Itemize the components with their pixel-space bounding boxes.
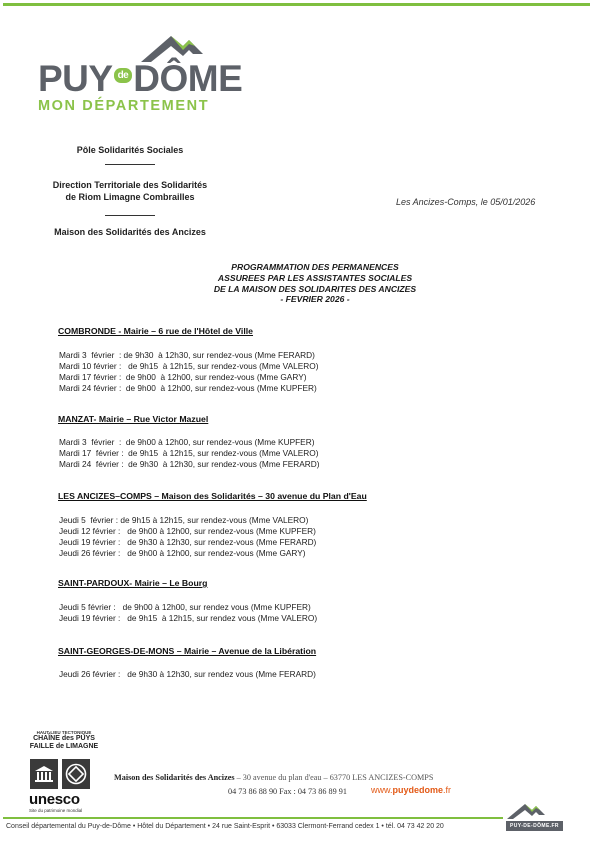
footer-phone: 04 73 86 88 90 Fax : 04 73 86 89 91 xyxy=(228,787,347,796)
footer-address-street: – 30 avenue du plan d'eau – 63770 LES ANCIZES-COMPS xyxy=(234,773,434,782)
unesco-caption: Site du patrimoine mondial xyxy=(29,808,83,813)
schedule-entry: Mardi 24 février : de 9h00 à 12h00, sur rendez-vous (Mme KUPFER) xyxy=(59,383,317,393)
schedule-entry: Mardi 17 février : de 9h15 à 12h15, sur rendez-vous (Mme VALERO) xyxy=(59,448,319,458)
url-suffix: .fr xyxy=(443,785,452,795)
footer-website-link[interactable] xyxy=(371,785,451,795)
schedule-entry: Jeudi 19 février : de 9h30 à 12h30, sur rendez-vous (Mme FERARD) xyxy=(59,537,317,547)
document-date: Les Ancizes-Comps, le 05/01/2026 xyxy=(396,197,536,207)
logo-de: de xyxy=(114,68,133,83)
temple-icon xyxy=(30,759,58,789)
url-prefix: www. xyxy=(371,785,393,795)
document-title xyxy=(160,262,470,305)
maison-label: Maison des Solidarités des Ancizes xyxy=(54,227,206,237)
unesco-chaine-label: CHAÎNE des PUYS xyxy=(33,735,95,742)
small-mountain-logo-icon xyxy=(507,801,555,819)
footer-address xyxy=(114,773,433,782)
schedule-entry: Jeudi 12 février : de 9h00 à 12h00, sur rendez-vous (Mme KUPFER) xyxy=(59,526,316,536)
footer-badge: PUY-DE-DÔME.FR xyxy=(506,821,563,831)
logo-wordmark xyxy=(38,60,242,97)
section-heading-combronde: COMBRONDE - Mairie – 6 rue de l'Hôtel de Ville xyxy=(58,326,254,336)
divider xyxy=(105,215,155,216)
divider xyxy=(105,164,155,165)
schedule-entry: Mardi 3 février : de 9h30 à 12h30, sur rendez-vous (Mme FERARD) xyxy=(59,350,315,360)
unesco-wordmark: unesco xyxy=(29,791,80,808)
unesco-emblems xyxy=(30,759,100,789)
direction-line-1: Direction Territoriale des Solidarités xyxy=(52,180,208,190)
direction-label xyxy=(30,179,230,203)
section-heading-saint-georges: SAINT-GEORGES-DE-MONS – Mairie – Avenue de la Libération xyxy=(58,646,317,656)
schedule-entry: Jeudi 5 février : de 9h15 à 12h15, sur rendez-vous (Mme VALERO) xyxy=(59,515,309,525)
schedule-entry: Mardi 24 février : de 9h30 à 12h30, sur rendez-vous (Mme FERARD) xyxy=(59,459,320,469)
section-heading-manzat: MANZAT- Mairie – Rue Victor Mazuel xyxy=(58,414,209,424)
schedule-entry: Mardi 17 février : de 9h00 à 12h00, sur rendez-vous (Mme GARY) xyxy=(59,372,307,382)
logo-puy: PUY xyxy=(38,58,113,99)
bottom-green-rule xyxy=(3,817,503,819)
schedule-entry: Jeudi 5 février : de 9h00 à 12h00, sur rendez vous (Mme KUPFER) xyxy=(59,602,311,612)
unesco-badge xyxy=(28,730,100,813)
section-heading-les-ancizes: LES ANCIZES–COMPS – Maison des Solidarités – 30 avenue du Plan d'Eau xyxy=(58,491,367,501)
direction-line-2: de Riom Limagne Combrailles xyxy=(65,192,195,202)
logo-subtitle: MON DÉPARTEMENT xyxy=(38,98,210,114)
title-line-2: ASSUREES PAR LES ASSISTANTES SOCIALES xyxy=(217,272,413,283)
schedule-entry: Mardi 3 février : de 9h00 à 12h00, sur rendez-vous (Mme KUPFER) xyxy=(59,437,315,447)
pole-label: Pôle Solidarités Sociales xyxy=(76,145,184,155)
schedule-entry: Mardi 10 février : de 9h15 à 12h15, sur rendez-vous (Mme VALERO) xyxy=(59,361,319,371)
footer-address-name: Maison des Solidarités des Ancizes xyxy=(114,773,235,782)
title-line-4: - FEVRIER 2026 - xyxy=(280,294,350,305)
schedule-entry: Jeudi 19 février : de 9h15 à 12h15, sur rendez vous (Mme VALERO) xyxy=(59,613,318,623)
world-heritage-icon xyxy=(62,759,90,789)
url-name: puydedome xyxy=(392,785,444,795)
top-green-rule xyxy=(3,3,590,6)
logo-dome: DÔME xyxy=(133,58,243,99)
schedule-entry: Jeudi 26 février : de 9h00 à 12h00, sur rendez-vous (Mme GARY) xyxy=(59,548,306,558)
footer-department-line: Conseil départemental du Puy-de-Dôme • Hôtel du Département • 24 rue Saint-Esprit • 63033 Clermont-Ferrand cedex 1 • tél. 04 73 42 20 20 xyxy=(6,823,444,830)
title-line-1: PROGRAMMATION DES PERMANENCES xyxy=(231,262,399,272)
schedule-entry: Jeudi 26 février : de 9h30 à 12h30, sur rendez vous (Mme FERARD) xyxy=(59,669,316,679)
department-logo xyxy=(38,32,258,112)
section-heading-saint-pardoux: SAINT-PARDOUX- Mairie – Le Bourg xyxy=(58,578,208,588)
unesco-small-label: HAUT-LIEU TECTONIQUE xyxy=(36,730,92,735)
title-line-3: DE LA MAISON DES SOLIDARITES DES ANCIZES xyxy=(213,283,417,294)
unesco-faille-label: FAILLE de LIMAGNE xyxy=(29,743,99,750)
